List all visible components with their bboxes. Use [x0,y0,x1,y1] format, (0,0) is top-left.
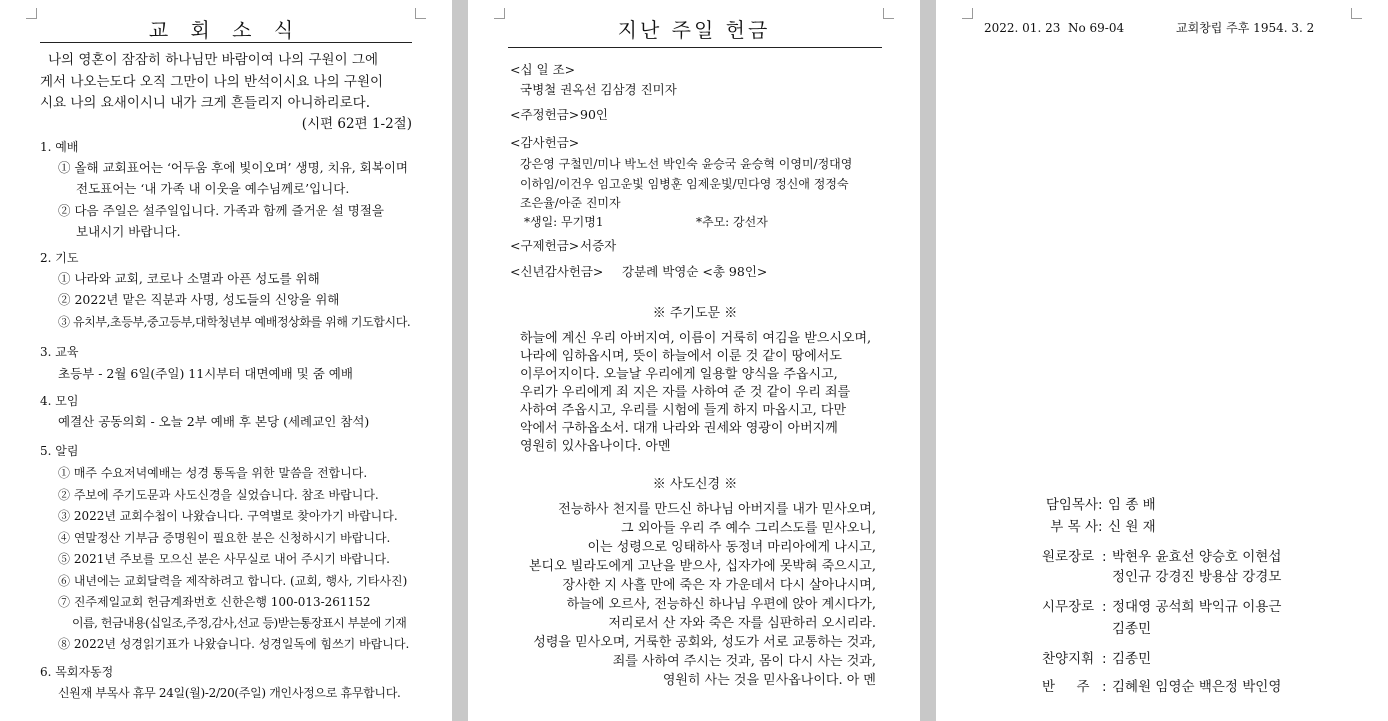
prayer-line: 사하여 주옵시고, 우리를 시험에 들게 하지 마옵시고, 다만 [520,403,847,418]
church-founded: 교회창립 주후 1954. 3. 2 [1176,21,1315,35]
staff-separator: : [1102,599,1107,615]
creed-line: 장사한 지 사흘 만에 죽은 자 가운데서 다시 살아나시며, [562,578,876,593]
list-item: ④ 연말정산 기부금 증명원이 필요한 분은 신청하시기 바랍니다. [58,531,391,545]
staff-names: 박현우 윤효선 양승호 이현섭 [1112,549,1282,565]
section-heading: 6. 목회자동정 [40,665,114,679]
prayer-line: 이루어지이다. 오늘날 우리에게 일용할 양식을 주옵시고, [520,367,838,382]
section-heading: 2. 기도 [40,251,79,265]
creed-line: 죄를 사하여 주시는 것과, 몸이 다시 사는 것과, [612,654,876,669]
staff-separator: : [1102,679,1107,695]
list-item: ② 다음 주일은 설주일입니다. 가족과 함께 즐거운 설 명절을 [58,203,384,218]
list-item: 보내시기 바랍니다. [76,224,181,239]
verse-line: 게서 나오는도다 오직 그만이 나의 반석이시요 나의 구원이 [40,74,384,90]
page-corner-mark [962,8,973,19]
bulletin-issue: No 69-04 [1068,21,1125,35]
offering-label: <신년감사헌금> [510,264,604,279]
staff-role: 담임목사 [1045,497,1098,513]
staff-separator: : [1102,549,1107,565]
birthday-note: *생일: 무기명1 [524,215,604,229]
list-item: ⑤ 2021년 주보를 모으신 분은 사무실로 내어 주시기 바랍니다. [58,552,390,566]
prayer-line: 하늘에 계신 우리 아버지여, 이름이 거룩히 여김을 받으시오며, [520,331,872,346]
staff-role: 원로장로 [1042,549,1095,565]
list-item: ① 매주 수요저녁예배는 성경 통독을 위한 말씀을 전합니다. [58,466,368,480]
creed-line: 성령을 믿사오며, 거룩한 공회와, 성도가 서로 교통하는 것과, [533,635,876,650]
page-cover-info [936,0,1388,721]
title-rule [40,42,412,43]
verse-reference: (시편 62편 1-2절) [301,116,412,132]
offering-label: <감사헌금> [510,135,580,150]
prayer-title: ※ 주기도문 ※ [652,306,738,321]
creed-line: 본디오 빌라도에게 고난을 받으사, 십자가에 못박혀 죽으시고, [528,559,876,574]
offering-names: 이하임/이건우 임고운빛 임병훈 임제운빛/민다영 정신애 정정숙 [520,177,849,191]
page-offerings [468,0,920,721]
section-heading: 3. 교육 [40,345,79,359]
staff-names: 정대영 공석희 박익규 이용근 [1112,599,1282,615]
creed-line: 하늘에 오르사, 전능하신 하나님 우편에 앉아 계시다가, [566,597,876,612]
page-corner-mark [494,8,505,19]
offering-names: 서증자 [580,238,617,253]
creed-line: 전능하사 천지를 만드신 하나님 아버지를 내가 믿사오며, [558,502,876,517]
offering-label: <주정헌금> [510,107,580,122]
staff-role: 반 주 [1042,679,1090,695]
page-corner-mark [26,8,37,19]
list-item: 전도표어는 ‘내 가족 내 이웃을 예수님께로’입니다. [76,181,350,196]
section-heading: 4. 모임 [40,394,79,408]
offering-names: 강분례 박영순 <총 98인> [622,264,768,279]
verse-line: 시요 나의 요새이시니 내가 크게 흔들리지 아니하리로다. [40,95,370,111]
offering-label: <구제헌금> [510,238,580,253]
title-rule [508,47,882,48]
creed-title: ※ 사도신경 ※ [652,477,738,492]
page-corner-mark [883,8,894,19]
page-corner-mark [415,8,426,19]
list-item: ① 나라와 교회, 코로나 소멸과 아픈 성도를 위해 [58,271,320,286]
list-item: ⑦ 진주제일교회 헌금계좌번호 신한은행 100-013-261152 [58,595,371,609]
offering-names: 조은율/아준 진미자 [520,196,621,210]
page-church-news [0,0,452,721]
staff-names: 정인규 강경진 방용삼 강경모 [1112,569,1282,585]
staff-role: 시무장로 [1042,599,1095,615]
staff-separator: : [1102,651,1107,667]
offering-names: 강은영 구철민/미나 박노선 박인숙 윤승국 윤승혁 이영미/정대영 [520,157,853,171]
creed-line: 저리로서 산 자와 죽은 자를 심판하러 오시리라. [608,616,876,631]
list-item: 이름, 헌금내용(십일조,주정,감사,선교 등)받는통장표시 부분에 기재 [72,616,407,630]
memorial-note: *추모: 강선자 [696,215,768,229]
list-item: ② 주보에 주기도문과 사도신경을 실었습니다. 참조 바랍니다. [58,488,379,502]
section-heading: 5. 알림 [40,444,79,458]
list-item: ③ 유치부,초등부,중고등부,대학청년부 예배정상화를 위해 기도합시다. [58,315,411,329]
list-item: ③ 2022년 교회수첩이 나왔습니다. 구역별로 찾아가기 바랍니다. [58,509,398,523]
list-item: 초등부 - 2월 6일(주일) 11시부터 대면예배 및 줌 예배 [58,366,353,381]
list-item: ⑧ 2022년 성경읽기표가 나왔습니다. 성경일독에 힘쓰기 바랍니다. [58,637,410,651]
creed-line: 이는 성령으로 잉태하사 동정녀 마리아에게 나시고, [587,540,876,555]
staff-names: 김혜원 임영순 백은정 박인영 [1112,679,1282,695]
list-item: ② 2022년 맡은 직분과 사명, 성도들의 신앙을 위해 [58,292,340,307]
page-title: 교 회 소 식 [148,18,302,42]
list-item: ⑥ 내년에는 교회달력을 제작하려고 합니다. (교회, 행사, 기타사진) [58,574,408,588]
staff-names: 김종민 [1112,621,1152,637]
staff-role: 부 목 사 [1050,519,1098,535]
offering-label: <십 일 조> [510,62,576,77]
list-item: 신원재 부목사 휴무 24일(월)-2/20(주일) 개인사정으로 휴무합니다. [58,686,401,700]
staff-separator: : [1098,497,1103,513]
verse-line: 나의 영혼이 잠잠히 하나님만 바람이여 나의 구원이 그에 [48,52,378,68]
creed-line: 그 외아들 우리 주 예수 그리스도를 믿사오니, [621,521,876,536]
page-corner-mark [1351,8,1362,19]
creed-line: 영원히 사는 것을 믿사옵나이다. 아 멘 [662,673,876,688]
offering-count: 90인 [580,107,608,122]
staff-names: 김종민 [1112,651,1152,667]
staff-separator: : [1098,519,1103,535]
section-heading: 1. 예배 [40,140,79,154]
prayer-line: 악에서 구하옵소서. 대개 나라와 권세와 영광이 아버지께 [520,421,838,436]
staff-names: 임 종 배 [1108,497,1156,513]
bulletin-date: 2022. 01. 23 [984,21,1061,35]
prayer-line: 영원히 있사옵나이다. 아멘 [520,439,671,454]
list-item: 예결산 공동의회 - 오늘 2부 예배 후 본당 (세례교인 참석) [58,414,370,429]
page-title: 지난 주일 헌금 [617,18,771,42]
prayer-line: 우리가 우리에게 죄 지은 자를 사하여 준 것 같이 우리 죄를 [520,385,851,400]
staff-names: 신 원 재 [1108,519,1156,535]
staff-role: 찬양지휘 [1042,651,1095,667]
prayer-line: 나라에 임하옵시며, 뜻이 하늘에서 이룬 것 같이 땅에서도 [520,349,842,364]
offering-names: 국병철 권옥선 김삼경 진미자 [520,82,677,97]
list-item: ① 올해 교회표어는 ‘어두움 후에 빛이오며’ 생명, 치유, 회복이며 [58,160,408,175]
